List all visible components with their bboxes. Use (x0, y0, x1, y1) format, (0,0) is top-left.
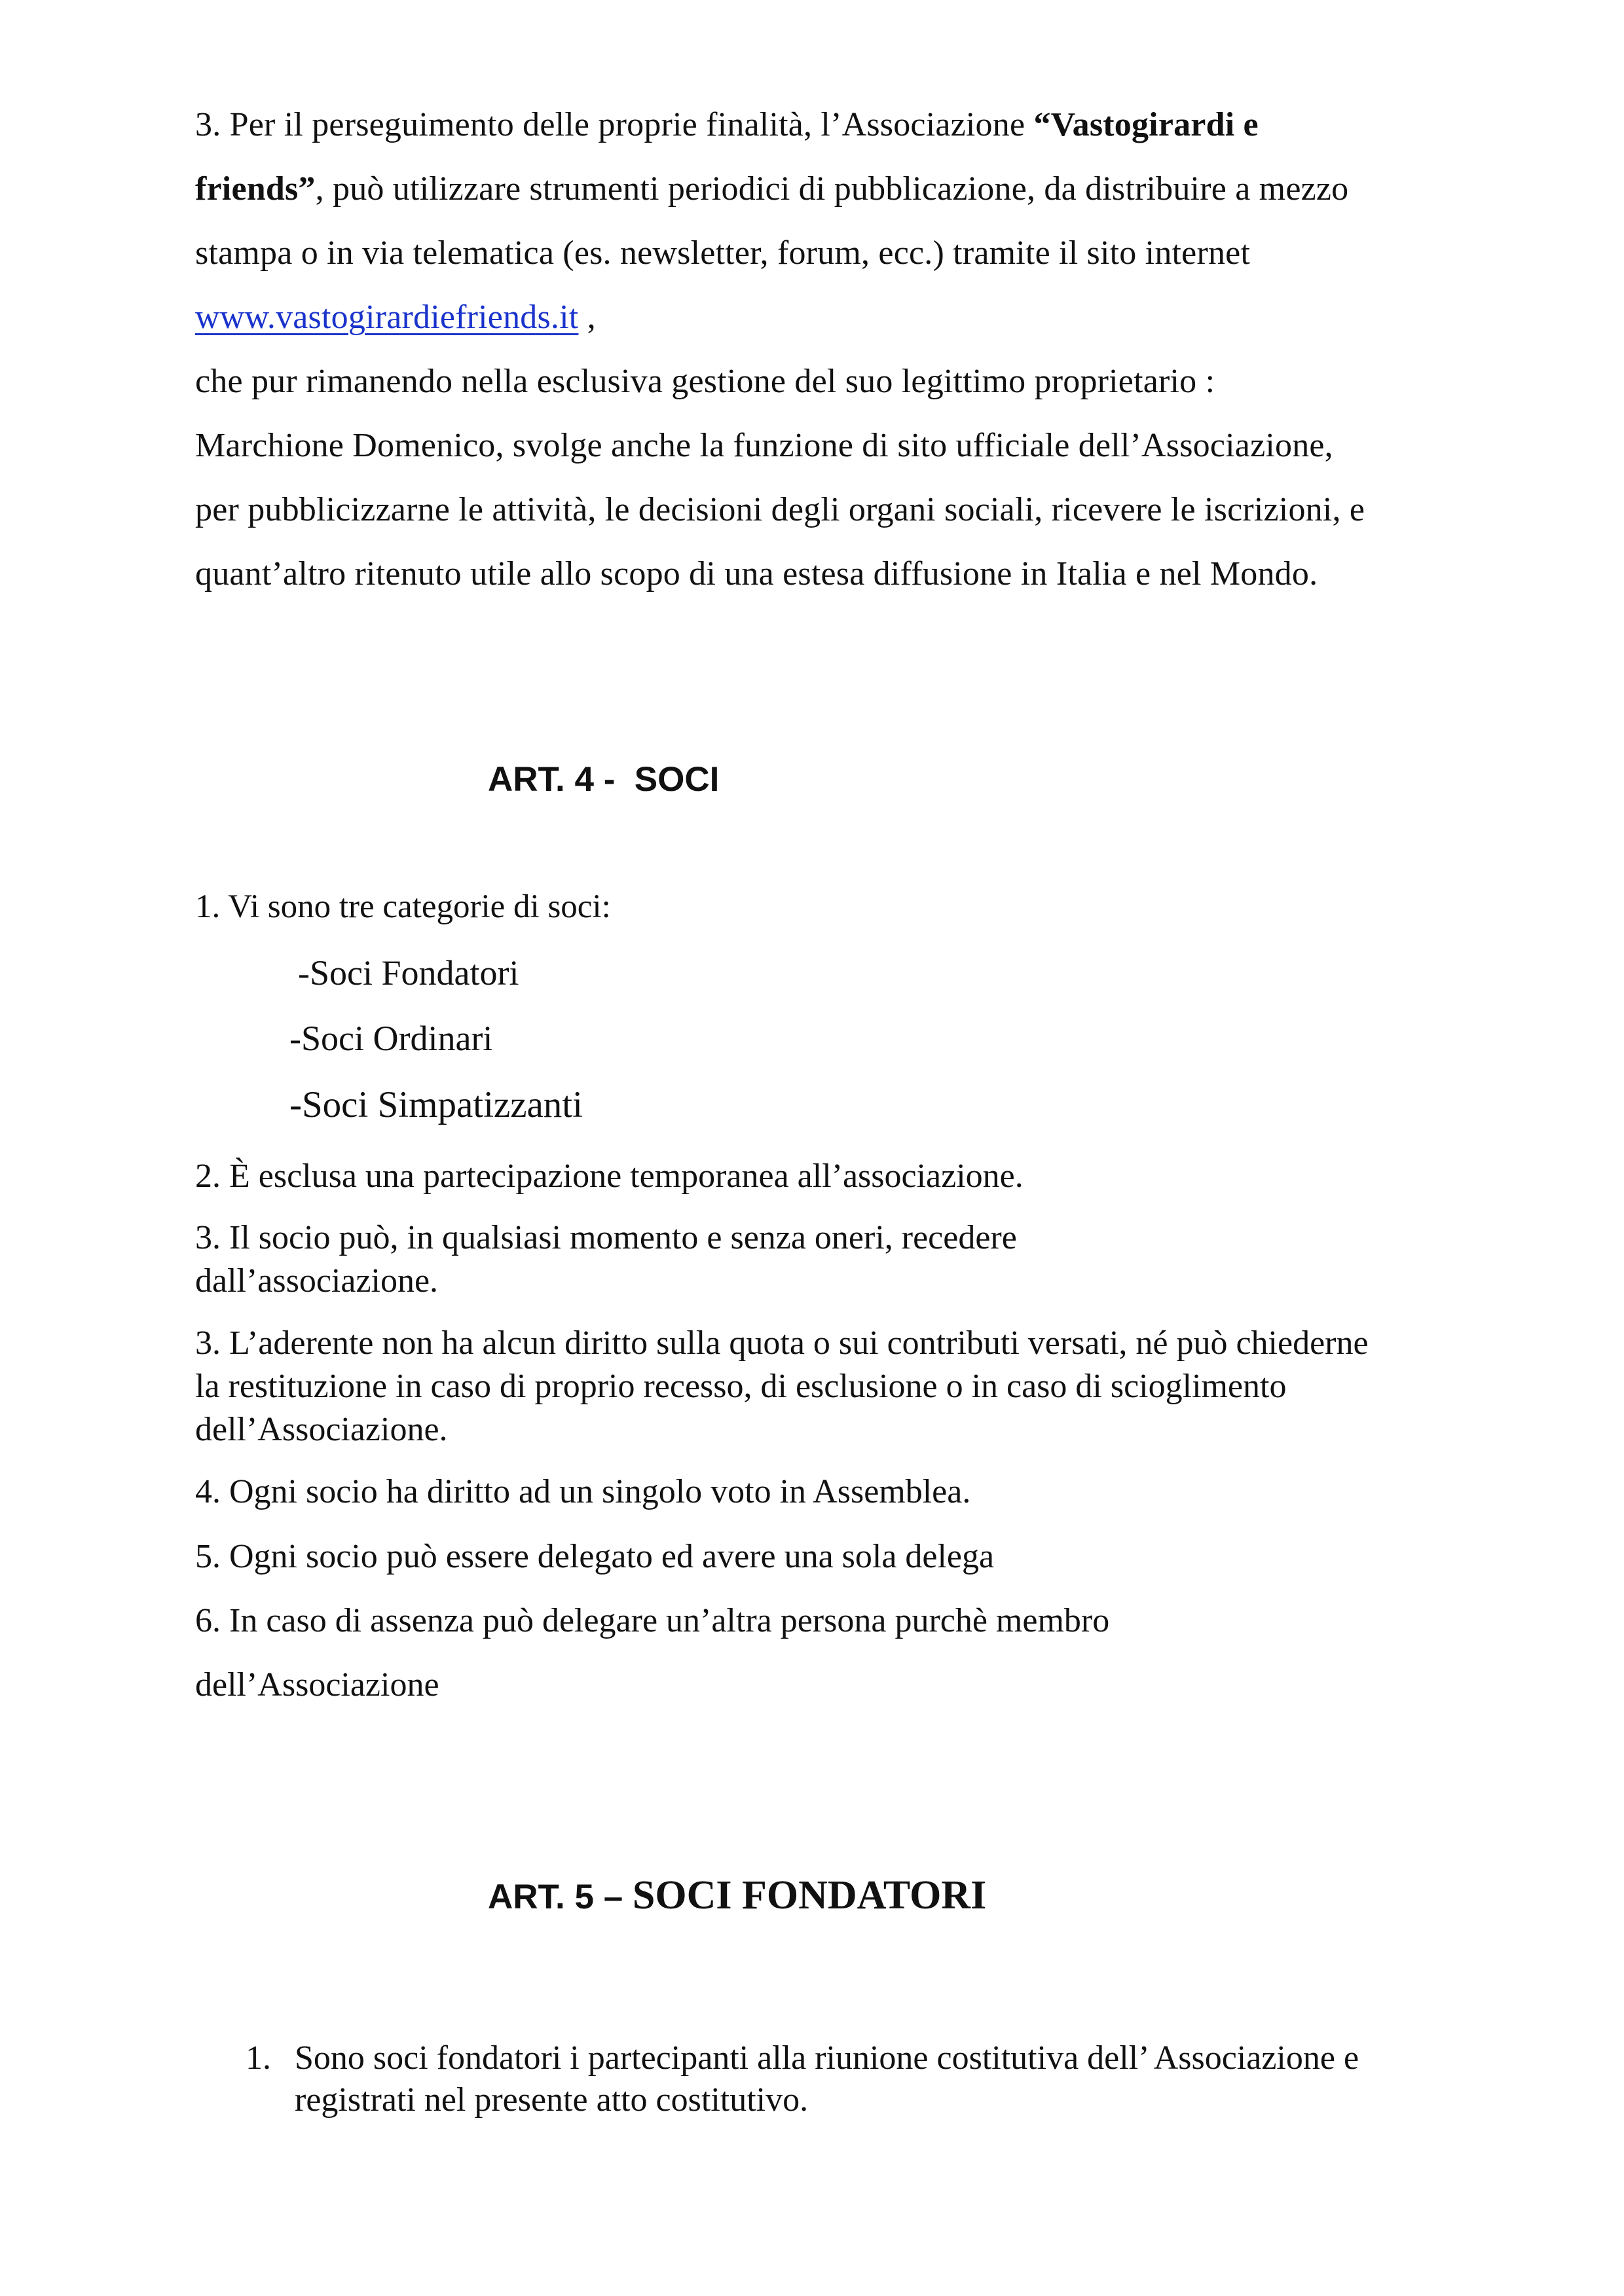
art3-line (195, 93, 1452, 157)
art3-line: Marchione Domenico, svolge anche la funzione di sito ufficiale dell’Associazione, (195, 427, 1333, 464)
art3-line (195, 285, 1452, 350)
association-name: friends” (195, 170, 316, 208)
category-item: -Soci Simpatizzanti (289, 1084, 583, 1125)
list-item-number: 1. (246, 2039, 271, 2077)
art4-intro: 1. Vi sono tre categorie di soci: (195, 888, 611, 925)
list-item-text: Sono soci fondatori i partecipanti alla riunione costitutiva dell’ Associazione e registrati nel presente atto costitutivo. (295, 2039, 1359, 2119)
art3-line: che pur rimanendo nella esclusiva gestione del suo legittimo proprietario : (195, 363, 1215, 400)
art3-line: stampa o in via telematica (es. newsletter, forum, ecc.) tramite il sito internet (195, 234, 1251, 272)
art5-list (246, 2037, 1450, 2121)
art5-heading-number: ART. 5 – (488, 1878, 633, 1916)
art4-item: 4. Ogni socio ha diritto ad un singolo voto in Assemblea. (195, 1473, 971, 1510)
list-item (246, 2037, 1450, 2121)
art5-heading-title: SOCI FONDATORI (632, 1873, 987, 1918)
art5-heading (488, 1872, 986, 1919)
art4-item: 3. L’aderente non ha alcun diritto sulla quota o sui contributi versati, né può chiederne la restituzione in caso di proprio recesso, di esclusione o in caso di scioglimento dell’Associazione. (195, 1324, 1369, 1448)
art3-line (195, 157, 1452, 221)
website-link[interactable]: www.vastogirardiefriends.it (195, 299, 579, 336)
art4-item: 5. Ogni socio può essere delegato ed avere una sola delega (195, 1538, 995, 1575)
category-item: -Soci Ordinari (289, 1019, 493, 1058)
art4-item: 2. È esclusa una partecipazione temporanea all’associazione. (195, 1157, 1024, 1195)
art3-text: 3. Per il perseguimento delle proprie finalità, l’Associazione (195, 106, 1034, 143)
art3-text: , (578, 299, 596, 336)
category-item: -Soci Fondatori (298, 953, 519, 993)
art4-item: dell’Associazione (195, 1666, 439, 1704)
art3-line: per pubblicizzarne le attività, le decisioni degli organi sociali, ricevere le iscrizioni, e (195, 491, 1365, 528)
art4-heading: ART. 4 - SOCI (488, 760, 720, 799)
art4-item: 6. In caso di assenza può delegare un’altra persona purchè membro (195, 1602, 1110, 1639)
art3-text: , può utilizzare strumenti periodici di pubblicazione, da distribuire a mezzo (315, 170, 1349, 208)
art3-paragraph (195, 93, 1452, 606)
association-name: “Vastogirardi e (1033, 106, 1259, 143)
art3-line: quant’altro ritenuto utile allo scopo di una estesa diffusione in Italia e nel Mondo. (195, 555, 1318, 592)
art4-item: 3. Il socio può, in qualsiasi momento e senza oneri, recedere dall’associazione. (195, 1219, 1017, 1300)
